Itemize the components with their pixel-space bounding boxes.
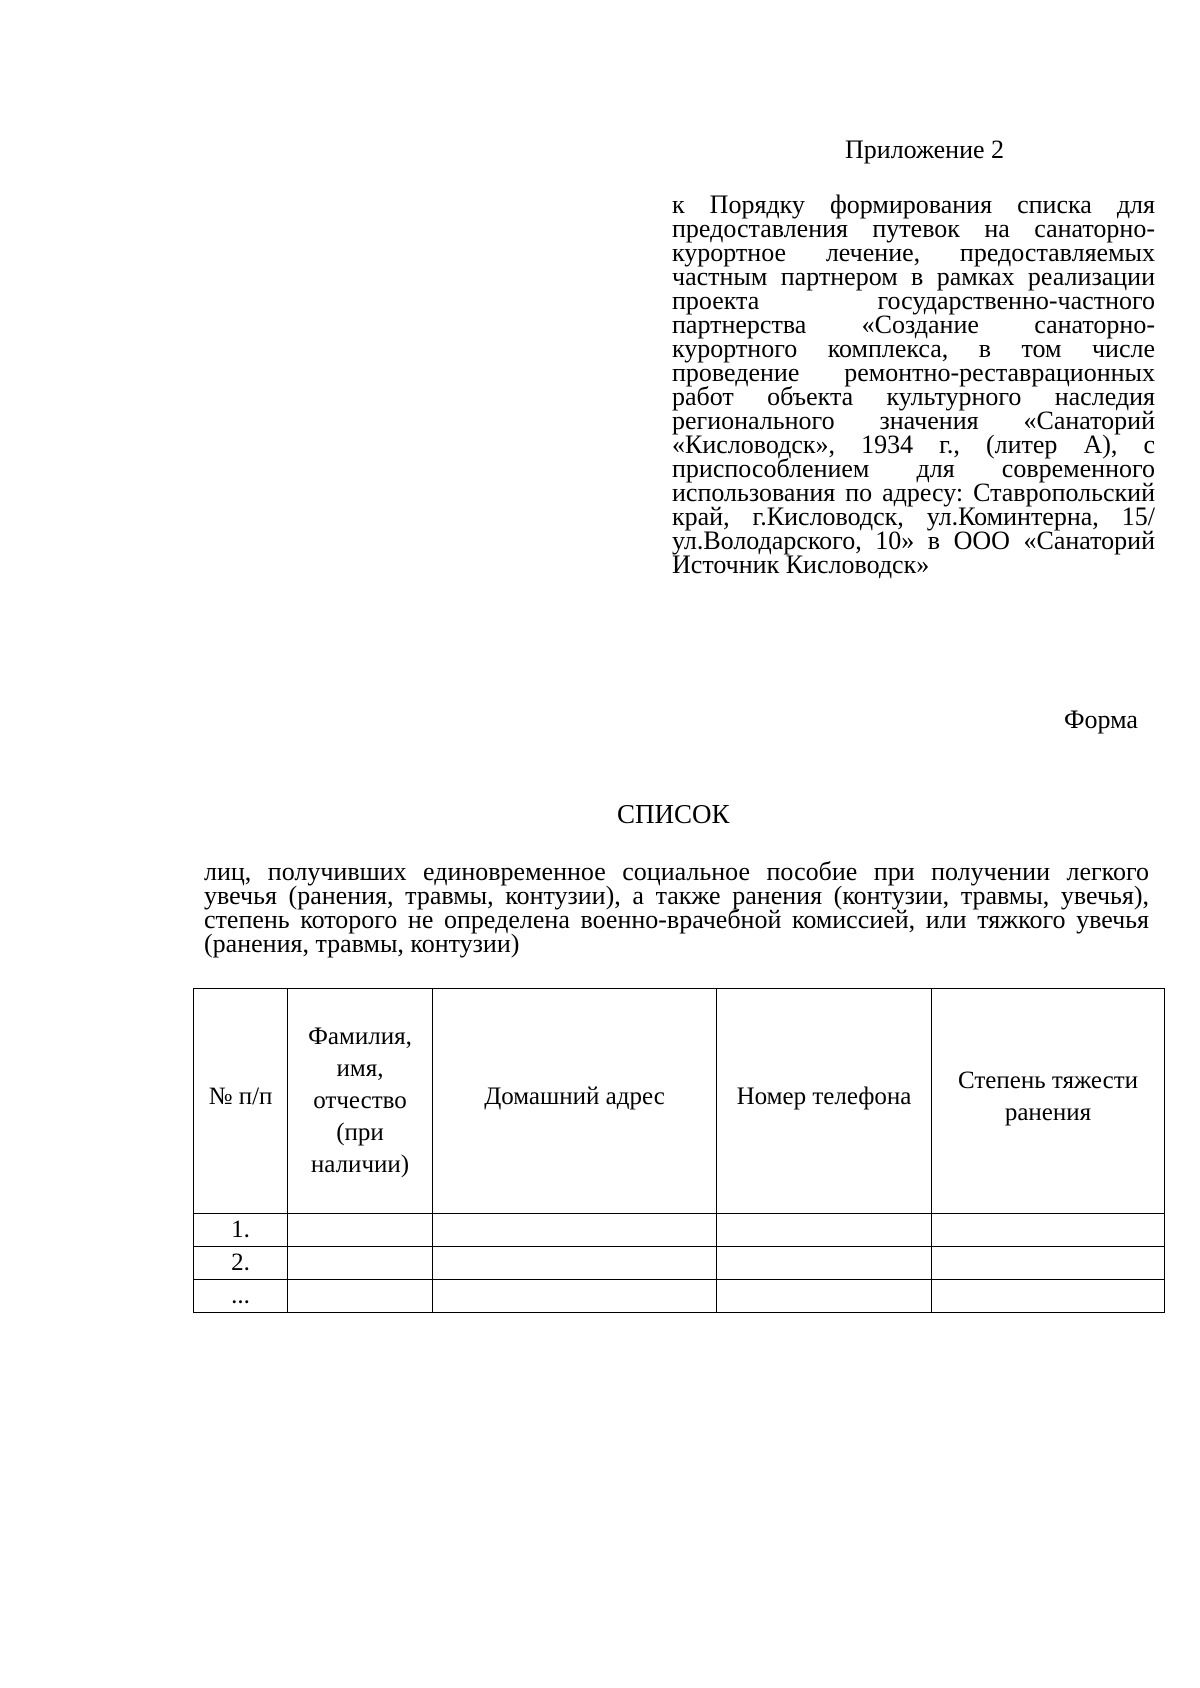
table-row	[194, 1247, 1165, 1280]
header-injury-severity-label: Степень тяжести ранения	[957, 1067, 1139, 1126]
form-label: Форма	[1064, 705, 1138, 734]
row-number-cell: 1.	[194, 1214, 288, 1247]
header-number-label: № п/п	[208, 1083, 273, 1110]
phone-number-cell	[717, 1214, 932, 1247]
header-injury-severity	[932, 989, 1165, 1214]
home-address-cell	[433, 1280, 717, 1313]
row-number-cell: 2.	[194, 1247, 288, 1280]
full-name-cell	[288, 1214, 433, 1247]
phone-number-cell	[717, 1247, 932, 1280]
list-subtitle: лиц, получивших единовременное социальное пособие при получении легкого увечья (ранения, травмы, контузии), а также ранения (контузии, травмы, увечья), степень которого не определена военно-врачебной комиссией, или тяжкого увечья (ранения, травмы, контузии)	[204, 857, 1149, 958]
header-full-name-label: Фамилия, имя, отчество (при наличии)	[308, 1023, 412, 1178]
header-phone-number-label: Номер телефона	[736, 1083, 912, 1110]
injury-severity-cell	[932, 1280, 1165, 1313]
recipients-table	[193, 988, 1165, 1313]
list-title: СПИСОК	[617, 799, 730, 829]
home-address-cell	[433, 1214, 717, 1247]
table-row	[194, 1214, 1165, 1247]
header-full-name	[288, 989, 433, 1214]
full-name-cell	[288, 1247, 433, 1280]
home-address-cell	[433, 1247, 717, 1280]
phone-number-cell	[717, 1280, 932, 1313]
table-header-row	[194, 989, 1165, 1214]
full-name-cell	[288, 1280, 433, 1313]
header-phone-number	[717, 989, 932, 1214]
header-home-address	[433, 989, 717, 1214]
row-number-cell: ...	[194, 1280, 288, 1313]
injury-severity-cell	[932, 1247, 1165, 1280]
header-number	[194, 989, 288, 1214]
appendix-title: Приложение 2	[845, 135, 1005, 164]
table-row	[194, 1280, 1165, 1313]
header-home-address-label: Домашний адрес	[484, 1083, 665, 1110]
appendix-reference-text: к Порядку формирования списка для предоставления путевок на санаторно-курортное лечение, предоставляемых частным партнером в рамках реализации проекта государственно-частного партнерства «Создание санаторно-курортного комплекса, в том числе проведение ремонтно-реставрационных работ объекта культурного наследия регионального значения «Санаторий «Кисловодск», 1934 г., (литер А), с приспособлением для современного использования по адресу: Ставропольский край, г.Кисловодск, ул.Коминтерна, 15/ ул.Володарского, 10» в ООО «Санаторий Источник Кисловодск»	[672, 190, 1155, 579]
injury-severity-cell	[932, 1214, 1165, 1247]
